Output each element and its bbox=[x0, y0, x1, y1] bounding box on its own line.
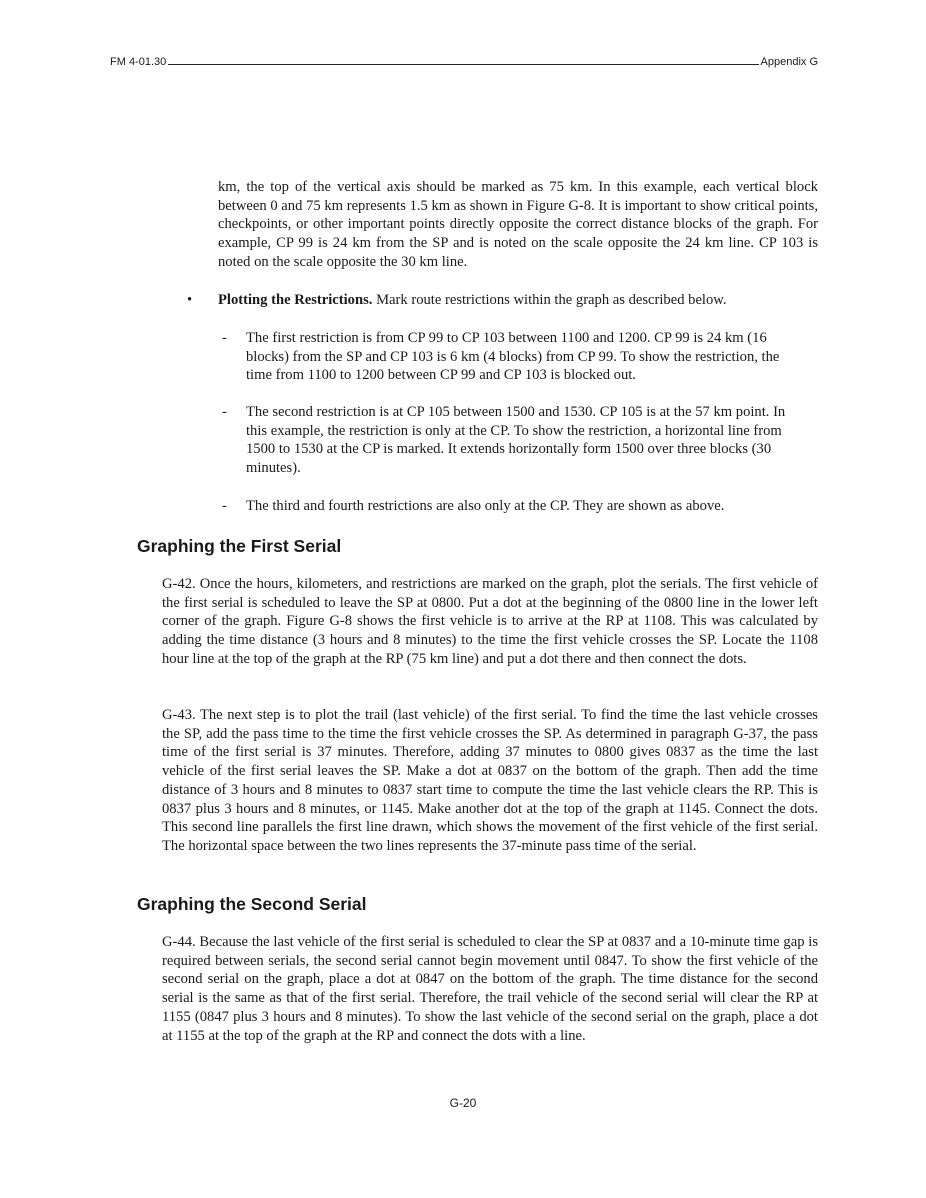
paragraph-g-42: G-42. Once the hours, kilometers, and restrictions are marked on the graph, plot the serials. The first vehicle of the first serial is scheduled to leave the SP at 0800. Put a dot at the beginning of the 0800 line in the lower left corner of the graph. Figure G-8 shows the first vehicle is to arrive at the RP at 1108. This was calculated by adding the time distance (3 hours and 8 minutes) to the time the first vehicle crosses the SP. Locate the 1108 hour line at the top of the graph at the RP (75 km line) and put a dot there and then connect the dots. bbox=[162, 576, 818, 667]
restriction-text-1: The first restriction is from CP 99 to CP 103 between 1100 and 1200. CP 99 is 24 km (16 blocks) from the SP and CP 103 is 6 km (4 blocks) from CP 99. To show the restriction, the time from 1100 to 1200 between CP 99 and CP 103 is blocked out. bbox=[246, 330, 780, 384]
intro-paragraph: km, the top of the vertical axis should be marked as 75 km. In this example, each vertical block between 0 and 75 km represents 1.5 km as shown in Figure G-8. It is important to show critical points, checkpoints, or other important points directly opposite the correct distance blocks of the graph. For example, CP 99 is 24 km from the SP and is noted on the scale opposite the 24 km line. CP 103 is noted on the scale opposite the 30 km line. bbox=[218, 179, 818, 270]
section-heading-second-serial: Graphing the Second Serial bbox=[137, 894, 367, 914]
dash-icon: - bbox=[222, 498, 227, 514]
restriction-text-3: The third and fourth restrictions are also only at the CP. They are shown as above. bbox=[246, 498, 725, 514]
paragraph-g-44: G-44. Because the last vehicle of the first serial is scheduled to clear the SP at 0837 and a 10-minute time gap is required between serials, the second serial cannot begin movement until 0847. To show the first vehicle of the second serial on the graph, place a dot at 0847 on the bottom of the graph. The time distance for the second serial is the same as that of the first serial. Therefore, the trail vehicle of the second serial will clear the RP at 1155 (0847 plus 3 hours and 8 minutes). To show the last vehicle of the second serial on the graph, place a dot at 1155 at the top of the graph at the RP and connect the dots with a line. bbox=[162, 934, 818, 1044]
page-number: G-20 bbox=[449, 1096, 477, 1110]
header-appendix: Appendix G bbox=[760, 56, 818, 68]
bullet-icon: • bbox=[187, 292, 193, 308]
dash-icon: - bbox=[222, 404, 227, 420]
header-manual-id: FM 4-01.30 bbox=[110, 56, 167, 68]
bullet-lead: Plotting the Restrictions. bbox=[218, 292, 373, 308]
bullet-body: Mark route restrictions within the graph as described below. bbox=[372, 292, 727, 308]
restriction-text-2: The second restriction is at CP 105 between 1500 and 1530. CP 105 is at the 57 km point. In this example, the restriction is only at the CP. To show the restriction, a horizontal line from 1500 to 1530 at the CP is marked. It extends horizontally form 1500 over three blocks (30 minutes). bbox=[246, 404, 786, 477]
dash-icon: - bbox=[222, 330, 227, 346]
section-heading-first-serial: Graphing the First Serial bbox=[137, 536, 342, 556]
paragraph-g-43: G-43. The next step is to plot the trail (last vehicle) of the first serial. To find the time the last vehicle crosses the SP, add the pass time to the time the first vehicle crosses the SP. As determined in paragraph G-37, the pass time of the first serial is 37 minutes. Therefore, adding 37 minutes to 0800 gives 0837 as the time the last vehicle of the first serial leaves the SP. Make a dot at 0837 on the bottom of the graph. Then add the time distance of 3 hours and 8 minutes to 0837 start time to compute the time the last vehicle clears the RP. This is 0837 plus 3 hours and 8 minutes, or 1145. Make another dot at the top of the graph at 1145. Connect the dots. This second line parallels the first line drawn, which shows the movement of the first vehicle of the first serial. The horizontal space between the two lines represents the 37-minute pass time of the serial. bbox=[162, 707, 818, 854]
header-rule bbox=[168, 64, 758, 65]
bullet-text bbox=[218, 291, 818, 310]
page-header bbox=[110, 52, 818, 68]
